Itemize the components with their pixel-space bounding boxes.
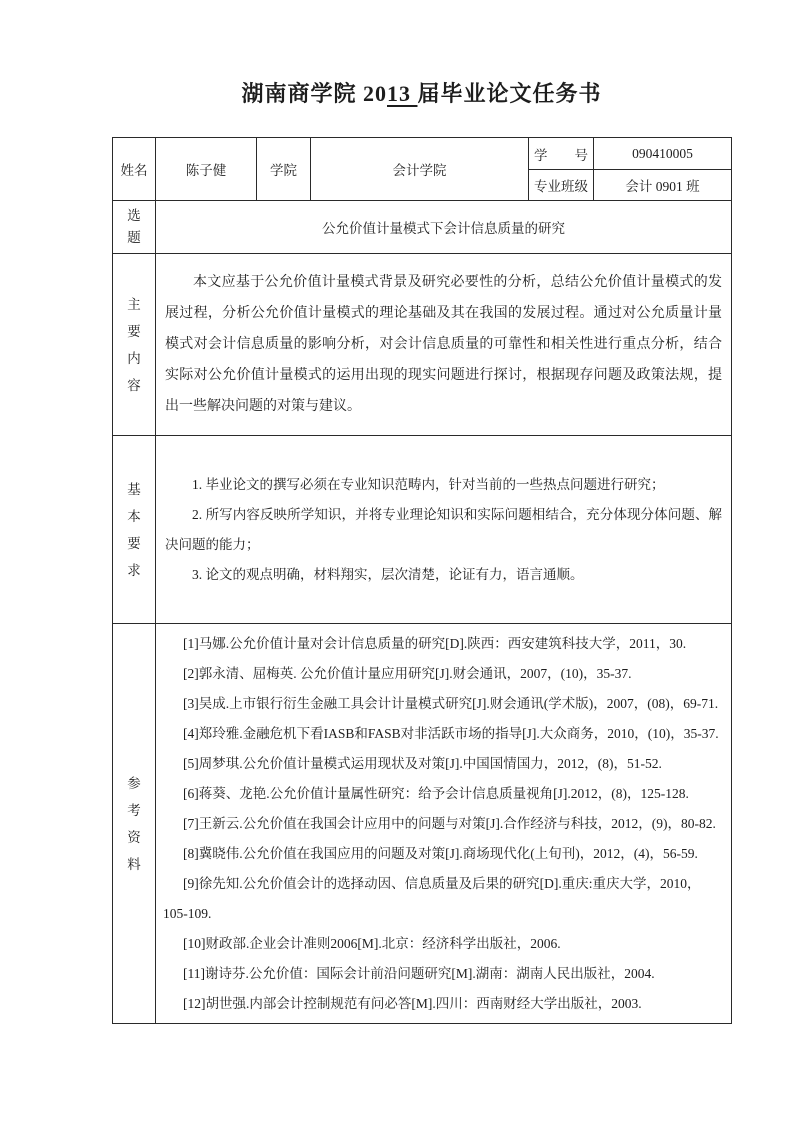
row-topic	[113, 201, 732, 254]
college-value: 会计学院	[311, 138, 529, 201]
requirement-item: 1. 毕业论文的撰写必须在专业知识范畴内，针对当前的一些热点问题进行研究；	[192, 476, 665, 492]
topic-value: 公允价值计量模式下会计信息质量的研究	[156, 201, 732, 254]
main-content-label-vertical: 主 要 内 容	[127, 296, 141, 393]
class-value: 会计 0901 班	[594, 170, 732, 201]
requirements-label	[113, 436, 156, 624]
reference-item: [12]胡世强.内部会计控制规范有问必答[M].四川：西南财经大学出版社，2003.	[183, 995, 642, 1011]
page-title	[112, 0, 731, 107]
student-id-value: 090410005	[594, 138, 732, 170]
reference-item: [4]郑玲雅.金融危机下看IASB和FASB对非活跃市场的指导[J].大众商务，2010，(10)，35-37.	[183, 725, 719, 741]
references-label	[113, 624, 156, 1024]
row-references	[113, 624, 732, 1024]
name-value: 陈子健	[156, 138, 257, 201]
reference-item: [6]蒋葵、龙艳.公允价值计量属性研究：给予会计信息质量视角[J].2012，(8)，125-128.	[183, 785, 689, 801]
college-label: 学院	[257, 138, 311, 201]
references-label-vertical: 参 考 资 料	[127, 775, 141, 872]
main-content-cell	[156, 254, 732, 436]
task-form-table	[112, 137, 732, 1024]
title-underlined-year: 13	[387, 81, 418, 106]
requirements-label-vertical: 基 本 要 求	[127, 481, 141, 578]
row-main-content	[113, 254, 732, 436]
topic-label-vertical: 选 题	[127, 208, 141, 245]
student-id-label: 学 号	[529, 138, 594, 170]
class-label: 专业班级	[529, 170, 594, 201]
reference-item: [9]徐先知.公允价值会计的选择动因、信息质量及后果的研究[D].重庆:重庆大学，2010，105-109.	[163, 875, 701, 921]
requirements-cell	[156, 436, 732, 624]
requirements-list	[156, 470, 731, 590]
reference-item: [2]郭永清、屈梅英. 公允价值计量应用研究[J].财会通讯，2007，(10)，35-37.	[183, 665, 632, 681]
row-requirements	[113, 436, 732, 624]
reference-item: [7]王新云.公允价值在我国会计应用中的问题与对策[J].合作经济与科技，2012，(9)，80-82.	[183, 815, 716, 831]
requirement-item: 3. 论文的观点明确，材料翔实，层次清楚，论证有力，语言通顺。	[192, 566, 584, 582]
name-label: 姓名	[113, 138, 156, 201]
main-content-label	[113, 254, 156, 436]
reference-item: [3]吴成.上市银行衍生金融工具会计计量模式研究[J].财会通讯(学术版)，2007，(08)，69-71.	[183, 695, 719, 711]
reference-item: [10]财政部.企业会计准则2006[M].北京：经济科学出版社，2006.	[183, 935, 561, 951]
reference-item: [1]马娜.公允价值计量对会计信息质量的研究[D].陕西：西安建筑科技大学，2011，30.	[183, 635, 687, 651]
row-student-info-1	[113, 138, 732, 170]
topic-label	[113, 201, 156, 254]
reference-item: [8]冀晓伟.公允价值在我国应用的问题及对策[J].商场现代化(上旬刊)，2012，(4)，56-59.	[183, 845, 698, 861]
requirement-item: 2. 所写内容反映所学知识，并将专业理论知识和实际问题相结合，充分体现分体问题、解决问题的能力；	[165, 506, 722, 552]
reference-item: [11]谢诗芬.公允价值：国际会计前沿问题研究[M].湖南：湖南人民出版社，2004.	[183, 965, 655, 981]
reference-item: [5]周梦琪.公允价值计量模式运用现状及对策[J].中国国情国力，2012，(8)，51-52.	[183, 755, 662, 771]
title-suffix: 届毕业论文任务书	[417, 81, 602, 106]
main-content-text: 本文应基于公允价值计量模式背景及研究必要性的分析，总结公允价值计量模式的发展过程，分析公允价值计量模式的理论基础及其在我国的发展过程。通过对公允质量计量模式对会计信息质量的影响分析，对会计信息质量的可靠性和相关性进行重点分析，结合实际对公允价值计量模式的运用出现的现实问题进行探讨，根据现存问题及政策法规，提出一些解决问题的对策与建议。	[165, 275, 722, 414]
title-prefix: 湖南商学院 20	[241, 81, 387, 106]
references-cell	[156, 624, 732, 1024]
references-list	[156, 629, 731, 1019]
